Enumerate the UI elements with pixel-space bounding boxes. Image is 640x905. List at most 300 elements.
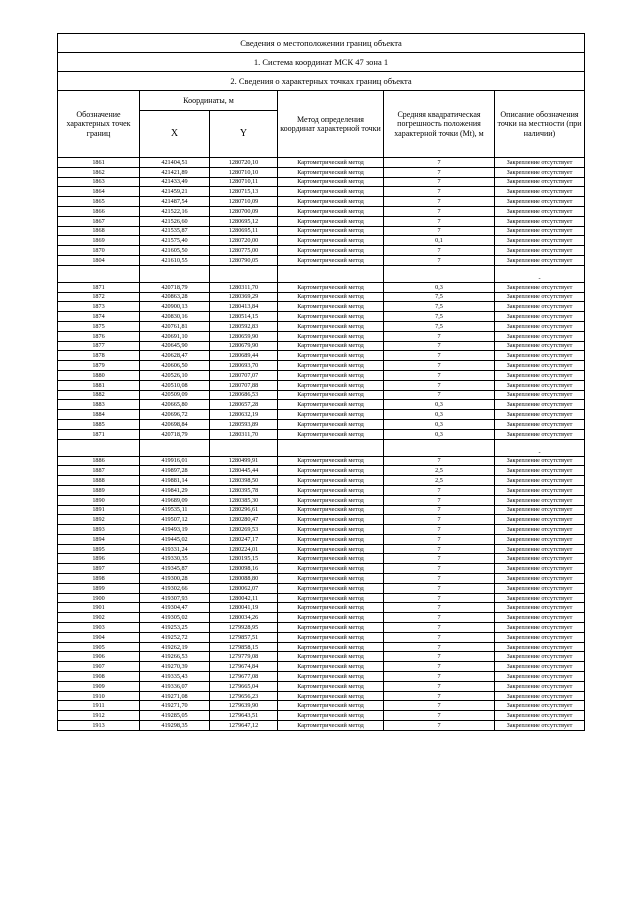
coord-x: 421526,60 [140, 216, 210, 226]
coord-x: 419307,93 [140, 593, 210, 603]
table-row [58, 564, 585, 574]
point-id: 1886 [58, 456, 140, 466]
description: Закрепление отсутствует [495, 312, 585, 322]
table-row [58, 197, 585, 207]
method: Картометрический метод [278, 282, 384, 292]
point-id: 1874 [58, 312, 140, 322]
table-row [58, 642, 585, 652]
table-row [58, 593, 585, 603]
accuracy: 7 [384, 226, 495, 236]
column-header-description: Описание обозначения точки на местности (при наличии) [495, 91, 585, 158]
coord-y: 1280790,05 [210, 255, 278, 265]
point-id: 1868 [58, 226, 140, 236]
method: Картометрический метод [278, 167, 384, 177]
coord-y: 1280098,16 [210, 564, 278, 574]
separator-cell [140, 265, 210, 282]
coord-y: 1279677,08 [210, 672, 278, 682]
separator-mark: - [495, 439, 585, 456]
group-separator-row [58, 265, 585, 282]
separator-cell [210, 265, 278, 282]
accuracy: 7,5 [384, 292, 495, 302]
description: Закрепление отсутствует [495, 216, 585, 226]
column-header-x: X [140, 111, 210, 158]
point-id: 1862 [58, 167, 140, 177]
coord-y: 1280657,28 [210, 400, 278, 410]
coord-x: 420698,84 [140, 419, 210, 429]
method: Картометрический метод [278, 495, 384, 505]
point-id: 1907 [58, 662, 140, 672]
accuracy: 7,5 [384, 302, 495, 312]
table-row [58, 370, 585, 380]
table-row [58, 255, 585, 265]
point-id: 1876 [58, 331, 140, 341]
description: Закрепление отсутствует [495, 525, 585, 535]
coord-x: 420628,47 [140, 351, 210, 361]
table-row [58, 351, 585, 361]
method: Картометрический метод [278, 341, 384, 351]
coord-y: 1280247,17 [210, 534, 278, 544]
point-id: 1900 [58, 593, 140, 603]
table-row [58, 390, 585, 400]
point-id: 1804 [58, 255, 140, 265]
separator-mark: - [495, 265, 585, 282]
accuracy: 2,5 [384, 466, 495, 476]
boundary-points-table [57, 33, 585, 731]
method: Картометрический метод [278, 216, 384, 226]
description: Закрепление отсутствует [495, 321, 585, 331]
point-id: 1908 [58, 672, 140, 682]
description: Закрепление отсутствует [495, 158, 585, 168]
table-row [58, 466, 585, 476]
table-row [58, 544, 585, 554]
description: Закрепление отсутствует [495, 187, 585, 197]
coord-y: 1280693,70 [210, 361, 278, 371]
description: Закрепление отсутствует [495, 544, 585, 554]
method: Картометрический метод [278, 476, 384, 486]
coord-x: 419535,11 [140, 505, 210, 515]
description: Закрепление отсутствует [495, 515, 585, 525]
point-id: 1909 [58, 681, 140, 691]
point-id: 1897 [58, 564, 140, 574]
description: Закрепление отсутствует [495, 282, 585, 292]
point-id: 1872 [58, 292, 140, 302]
point-id: 1869 [58, 236, 140, 246]
point-id: 1881 [58, 380, 140, 390]
point-id: 1894 [58, 534, 140, 544]
coord-y: 1280398,50 [210, 476, 278, 486]
description: Закрепление отсутствует [495, 652, 585, 662]
point-id: 1906 [58, 652, 140, 662]
description: Закрепление отсутствует [495, 711, 585, 721]
accuracy: 7 [384, 216, 495, 226]
description: Закрепление отсутствует [495, 206, 585, 216]
table-row [58, 681, 585, 691]
column-header-point: Обозначение характерных точек границ [58, 91, 140, 158]
table-row [58, 515, 585, 525]
accuracy: 0,1 [384, 236, 495, 246]
method: Картометрический метод [278, 206, 384, 216]
coord-x: 420863,28 [140, 292, 210, 302]
coord-x: 419331,24 [140, 544, 210, 554]
point-id: 1905 [58, 642, 140, 652]
accuracy: 0,3 [384, 282, 495, 292]
coord-x: 419841,29 [140, 485, 210, 495]
method: Картометрический метод [278, 466, 384, 476]
point-id: 1889 [58, 485, 140, 495]
point-id: 1878 [58, 351, 140, 361]
separator-cell [58, 265, 140, 282]
accuracy: 7,5 [384, 312, 495, 322]
method: Картометрический метод [278, 390, 384, 400]
coord-x: 419253,25 [140, 623, 210, 633]
method: Картометрический метод [278, 534, 384, 544]
method: Картометрический метод [278, 410, 384, 420]
accuracy: 7 [384, 603, 495, 613]
coord-y: 1280499,91 [210, 456, 278, 466]
column-header-method: Метод определения координат характерной точки [278, 91, 384, 158]
coord-y: 1280710,10 [210, 167, 278, 177]
accuracy: 7 [384, 583, 495, 593]
accuracy: 7 [384, 632, 495, 642]
method: Картометрический метод [278, 672, 384, 682]
separator-cell [278, 265, 384, 282]
coord-y: 1280514,15 [210, 312, 278, 322]
table-row [58, 485, 585, 495]
description: Закрепление отсутствует [495, 410, 585, 420]
method: Картометрический метод [278, 593, 384, 603]
coord-x: 419262,19 [140, 642, 210, 652]
coord-x: 421421,89 [140, 167, 210, 177]
coord-x: 421404,51 [140, 158, 210, 168]
method: Картометрический метод [278, 302, 384, 312]
accuracy: 7 [384, 691, 495, 701]
coord-x: 419689,09 [140, 495, 210, 505]
accuracy: 7 [384, 534, 495, 544]
coord-x: 419300,28 [140, 574, 210, 584]
method: Картометрический метод [278, 292, 384, 302]
point-id: 1912 [58, 711, 140, 721]
coord-x: 419304,47 [140, 603, 210, 613]
coord-y: 1280062,07 [210, 583, 278, 593]
table-row [58, 721, 585, 731]
method: Картометрический метод [278, 691, 384, 701]
point-id: 1861 [58, 158, 140, 168]
point-id: 1896 [58, 554, 140, 564]
description: Закрепление отсутствует [495, 613, 585, 623]
coord-y: 1280593,89 [210, 419, 278, 429]
coord-y: 1280710,09 [210, 197, 278, 207]
accuracy: 0,3 [384, 419, 495, 429]
accuracy: 7 [384, 380, 495, 390]
method: Картометрический метод [278, 623, 384, 633]
point-id: 1904 [58, 632, 140, 642]
coord-x: 420645,90 [140, 341, 210, 351]
coord-y: 1280659,90 [210, 331, 278, 341]
method: Картометрический метод [278, 312, 384, 322]
coord-y: 1280695,12 [210, 216, 278, 226]
description: Закрепление отсутствует [495, 246, 585, 256]
coord-y: 1280775,00 [210, 246, 278, 256]
coord-y: 1280592,83 [210, 321, 278, 331]
description: Закрепление отсутствует [495, 226, 585, 236]
point-id: 1885 [58, 419, 140, 429]
table-row [58, 456, 585, 466]
separator-cell [384, 265, 495, 282]
accuracy: 7 [384, 370, 495, 380]
point-id: 1871 [58, 429, 140, 439]
table-row [58, 410, 585, 420]
coord-y: 1279779,08 [210, 652, 278, 662]
coord-y: 1280720,00 [210, 236, 278, 246]
point-id: 1893 [58, 525, 140, 535]
description: Закрепление отсутствует [495, 390, 585, 400]
method: Картометрический метод [278, 574, 384, 584]
accuracy: 7 [384, 390, 495, 400]
description: Закрепление отсутствует [495, 361, 585, 371]
accuracy: 7 [384, 351, 495, 361]
table-row [58, 429, 585, 439]
coord-y: 1280715,13 [210, 187, 278, 197]
description: Закрепление отсутствует [495, 662, 585, 672]
accuracy: 7 [384, 167, 495, 177]
coord-y: 1280413,84 [210, 302, 278, 312]
coord-x: 419336,07 [140, 681, 210, 691]
coord-y: 1279857,51 [210, 632, 278, 642]
method: Картометрический метод [278, 419, 384, 429]
description: Закрепление отсутствует [495, 691, 585, 701]
table-row [58, 525, 585, 535]
accuracy: 7 [384, 341, 495, 351]
accuracy: 7 [384, 672, 495, 682]
coord-y: 1280311,70 [210, 429, 278, 439]
method: Картометрический метод [278, 505, 384, 515]
coord-y: 1280311,70 [210, 282, 278, 292]
method: Картометрический метод [278, 554, 384, 564]
points-body [58, 158, 585, 731]
table-row [58, 701, 585, 711]
accuracy: 2,5 [384, 476, 495, 486]
accuracy: 7 [384, 721, 495, 731]
table-row [58, 177, 585, 187]
method: Картометрический метод [278, 236, 384, 246]
coord-y: 1279674,84 [210, 662, 278, 672]
coord-x: 420510,08 [140, 380, 210, 390]
description: Закрепление отсутствует [495, 505, 585, 515]
coord-x: 419897,28 [140, 466, 210, 476]
table-row [58, 652, 585, 662]
point-id: 1864 [58, 187, 140, 197]
method: Картометрический метод [278, 177, 384, 187]
separator-cell [384, 439, 495, 456]
coord-x: 419266,53 [140, 652, 210, 662]
point-id: 1867 [58, 216, 140, 226]
coord-y: 1280269,53 [210, 525, 278, 535]
description: Закрепление отсутствует [495, 177, 585, 187]
accuracy: 7 [384, 554, 495, 564]
coord-y: 1280034,26 [210, 613, 278, 623]
accuracy: 0,3 [384, 429, 495, 439]
method: Картометрический метод [278, 711, 384, 721]
method: Картометрический метод [278, 544, 384, 554]
column-header-coordinates: Координаты, м [140, 91, 278, 111]
coord-y: 1280445,44 [210, 466, 278, 476]
table-row [58, 187, 585, 197]
accuracy: 7 [384, 456, 495, 466]
coord-x: 421535,87 [140, 226, 210, 236]
accuracy: 7 [384, 505, 495, 515]
coord-y: 1280395,78 [210, 485, 278, 495]
table-row [58, 662, 585, 672]
separator-cell [58, 439, 140, 456]
accuracy: 7,5 [384, 321, 495, 331]
coord-y: 1280720,10 [210, 158, 278, 168]
description: Закрепление отсутствует [495, 419, 585, 429]
coord-y: 1280707,07 [210, 370, 278, 380]
coordinate-system: 1. Система координат МСК 47 зона 1 [58, 53, 585, 72]
description: Закрепление отсутствует [495, 466, 585, 476]
coord-y: 1280280,47 [210, 515, 278, 525]
coord-x: 420606,50 [140, 361, 210, 371]
table-row [58, 226, 585, 236]
description: Закрепление отсутствует [495, 476, 585, 486]
point-id: 1880 [58, 370, 140, 380]
coord-x: 421433,49 [140, 177, 210, 187]
coord-y: 1279858,15 [210, 642, 278, 652]
coord-y: 1280695,11 [210, 226, 278, 236]
accuracy: 7 [384, 652, 495, 662]
coord-x: 420526,10 [140, 370, 210, 380]
point-id: 1875 [58, 321, 140, 331]
coord-y: 1280686,53 [210, 390, 278, 400]
coord-x: 419493,19 [140, 525, 210, 535]
coord-x: 419302,66 [140, 583, 210, 593]
point-id: 1910 [58, 691, 140, 701]
coord-x: 419252,72 [140, 632, 210, 642]
coord-y: 1280710,11 [210, 177, 278, 187]
table-row [58, 476, 585, 486]
document-title: Сведения о местоположении границ объекта [58, 34, 585, 53]
coord-x: 419330,35 [140, 554, 210, 564]
description: Закрепление отсутствует [495, 721, 585, 731]
coord-y: 1280679,90 [210, 341, 278, 351]
coord-x: 419285,05 [140, 711, 210, 721]
table-row [58, 691, 585, 701]
table-row [58, 158, 585, 168]
method: Картометрический метод [278, 197, 384, 207]
description: Закрепление отсутствует [495, 593, 585, 603]
coord-x: 420718,79 [140, 429, 210, 439]
accuracy: 7 [384, 485, 495, 495]
method: Картометрический метод [278, 370, 384, 380]
description: Закрепление отсутствует [495, 603, 585, 613]
coord-y: 1279928,95 [210, 623, 278, 633]
method: Картометрический метод [278, 400, 384, 410]
accuracy: 7 [384, 361, 495, 371]
description: Закрепление отсутствует [495, 642, 585, 652]
table-row [58, 321, 585, 331]
method: Картометрический метод [278, 361, 384, 371]
description: Закрепление отсутствует [495, 197, 585, 207]
method: Картометрический метод [278, 632, 384, 642]
column-header-accuracy: Средняя квадратическая погрешность положения характерной точки (Mt), м [384, 91, 495, 158]
method: Картометрический метод [278, 564, 384, 574]
table-row [58, 672, 585, 682]
description: Закрепление отсутствует [495, 672, 585, 682]
accuracy: 0,3 [384, 410, 495, 420]
table-row [58, 603, 585, 613]
table-row [58, 534, 585, 544]
point-id: 1887 [58, 466, 140, 476]
table-row [58, 400, 585, 410]
point-id: 1884 [58, 410, 140, 420]
method: Картометрический метод [278, 642, 384, 652]
table-row [58, 312, 585, 322]
point-id: 1873 [58, 302, 140, 312]
point-id: 1891 [58, 505, 140, 515]
table-row [58, 236, 585, 246]
point-id: 1863 [58, 177, 140, 187]
accuracy: 7 [384, 197, 495, 207]
separator-cell [278, 439, 384, 456]
method: Картометрический метод [278, 351, 384, 361]
coord-y: 1279656,23 [210, 691, 278, 701]
method: Картометрический метод [278, 187, 384, 197]
description: Закрепление отсутствует [495, 351, 585, 361]
accuracy: 0,3 [384, 400, 495, 410]
method: Картометрический метод [278, 583, 384, 593]
point-id: 1870 [58, 246, 140, 256]
description: Закрепление отсутствует [495, 370, 585, 380]
point-id: 1888 [58, 476, 140, 486]
accuracy: 7 [384, 206, 495, 216]
coord-y: 1280296,61 [210, 505, 278, 515]
coord-x: 419445,02 [140, 534, 210, 544]
description: Закрепление отсутствует [495, 485, 585, 495]
table-row [58, 282, 585, 292]
coord-x: 419305,02 [140, 613, 210, 623]
table-row [58, 292, 585, 302]
coord-x: 419345,87 [140, 564, 210, 574]
coord-x: 421459,21 [140, 187, 210, 197]
description: Закрепление отсутствует [495, 632, 585, 642]
accuracy: 7 [384, 701, 495, 711]
coord-x: 419507,12 [140, 515, 210, 525]
accuracy: 7 [384, 623, 495, 633]
accuracy: 7 [384, 711, 495, 721]
description: Закрепление отсутствует [495, 380, 585, 390]
coord-y: 1280700,09 [210, 206, 278, 216]
description: Закрепление отсутствует [495, 331, 585, 341]
accuracy: 7 [384, 495, 495, 505]
separator-cell [140, 439, 210, 456]
method: Картометрический метод [278, 525, 384, 535]
table-row [58, 505, 585, 515]
description: Закрепление отсутствует [495, 236, 585, 246]
accuracy: 7 [384, 515, 495, 525]
method: Картометрический метод [278, 158, 384, 168]
coord-x: 420761,81 [140, 321, 210, 331]
table-row [58, 632, 585, 642]
method: Картометрический метод [278, 255, 384, 265]
method: Картометрический метод [278, 652, 384, 662]
coord-x: 421522,16 [140, 206, 210, 216]
coord-y: 1280369,29 [210, 292, 278, 302]
coord-x: 420665,80 [140, 400, 210, 410]
point-id: 1899 [58, 583, 140, 593]
table-row [58, 711, 585, 721]
point-id: 1895 [58, 544, 140, 554]
table-row [58, 206, 585, 216]
